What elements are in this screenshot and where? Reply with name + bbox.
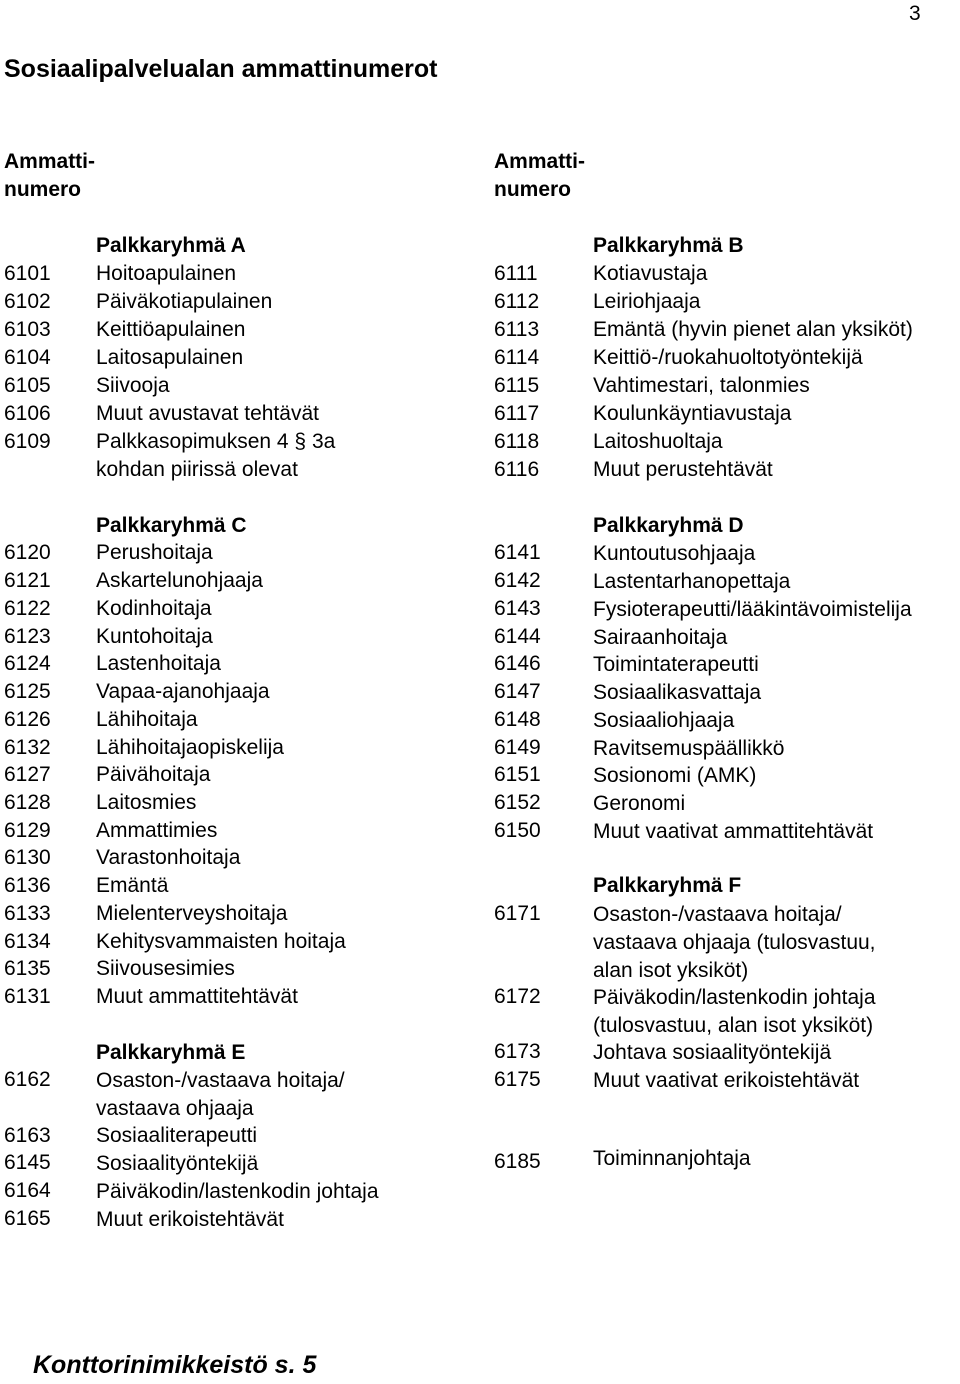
- row-code: 6185: [494, 1150, 541, 1173]
- row-code: 6164: [4, 1179, 51, 1202]
- row-label: Päiväkodin/lastenkodin johtaja: [96, 1180, 379, 1203]
- column-header-right: [494, 148, 585, 204]
- row-label: Lähihoitaja: [96, 708, 198, 731]
- row-label: Vahtimestari, talonmies: [593, 374, 810, 397]
- row-code: 6117: [494, 402, 540, 425]
- row-label: Varastonhoitaja: [96, 846, 241, 869]
- row-label: Siivousesimies: [96, 957, 235, 980]
- row-code: 6152: [494, 791, 541, 814]
- row-label: Lastentarhanopettaja: [593, 570, 791, 593]
- row-code: 6173: [494, 1040, 541, 1063]
- column-header-line2: numero: [494, 178, 572, 201]
- group-d-heading: Palkkaryhmä D: [593, 514, 744, 537]
- row-code: 6149: [494, 736, 541, 759]
- group-a-heading: Palkkaryhmä A: [96, 234, 246, 257]
- row-code: 6163: [4, 1124, 51, 1147]
- row-label: Sosionomi (AMK): [593, 764, 757, 787]
- row-label: Kodinhoitaja: [96, 597, 212, 620]
- row-label: vastaava ohjaaja: [96, 1097, 254, 1120]
- row-label: Päiväkodin/lastenkodin johtaja: [593, 986, 876, 1009]
- row-code: 6132: [4, 736, 51, 759]
- row-label: Ammattimies: [96, 819, 218, 842]
- row-code: 6113: [494, 318, 540, 341]
- row-label: Ravitsemuspäällikkö: [593, 737, 785, 760]
- row-label: Fysioterapeutti/lääkintävoimistelija: [593, 598, 912, 621]
- row-code: 6129: [4, 819, 51, 842]
- row-code: 6135: [4, 957, 51, 980]
- row-code: 6142: [494, 569, 541, 592]
- column-header-line1: Ammatti-: [494, 150, 586, 173]
- row-label: Laitosapulainen: [96, 346, 244, 369]
- row-label: Muut perustehtävät: [593, 458, 773, 481]
- group-f-heading: Palkkaryhmä F: [593, 874, 742, 897]
- row-label: Kotiavustaja: [593, 262, 708, 285]
- row-code: 6131: [4, 985, 51, 1008]
- row-code: 6143: [494, 597, 541, 620]
- row-code: 6120: [4, 541, 51, 564]
- row-code: 6104: [4, 346, 51, 369]
- row-code: 6102: [4, 290, 51, 313]
- row-label: Palkkasopimuksen 4 § 3a: [96, 430, 336, 453]
- row-label: Sosiaalityöntekijä: [96, 1152, 259, 1175]
- page-number: 3: [909, 2, 921, 25]
- row-code: 6118: [494, 430, 540, 453]
- row-code: 6101: [4, 262, 51, 285]
- row-code: 6151: [494, 763, 541, 786]
- row-code: 6130: [4, 846, 51, 869]
- row-label: Askartelunohjaaja: [96, 569, 263, 592]
- row-label: Koulunkäyntiavustaja: [593, 402, 792, 425]
- row-label: Muut avustavat tehtävät: [96, 402, 319, 425]
- row-code: 6144: [494, 625, 541, 648]
- row-label: Päiväkotiapulainen: [96, 290, 273, 313]
- row-code: 6125: [4, 680, 51, 703]
- row-code: 6136: [4, 874, 51, 897]
- row-code: 6145: [4, 1151, 51, 1174]
- group-c-heading: Palkkaryhmä C: [96, 514, 247, 537]
- row-label: vastaava ohjaaja (tulosvastuu,: [593, 931, 876, 954]
- row-code: 6148: [494, 708, 541, 731]
- group-b-heading: Palkkaryhmä B: [593, 234, 744, 257]
- row-code: 6141: [494, 541, 541, 564]
- row-label: Muut vaativat erikoistehtävät: [593, 1069, 860, 1092]
- row-label: Emäntä (hyvin pienet alan yksiköt): [593, 318, 913, 341]
- row-code: 6172: [494, 985, 541, 1008]
- row-code: 6128: [4, 791, 51, 814]
- row-code: 6121: [4, 569, 51, 592]
- row-label: Kehitysvammaisten hoitaja: [96, 930, 346, 953]
- column-header-line1: Ammatti-: [4, 150, 96, 173]
- row-label: Vapaa-ajanohjaaja: [96, 680, 270, 703]
- row-code: 6124: [4, 652, 51, 675]
- row-code: 6114: [494, 346, 540, 369]
- row-code: 6134: [4, 930, 51, 953]
- row-label: Osaston-/vastaava hoitaja/: [593, 903, 842, 926]
- row-label: Lähihoitajaopiskelija: [96, 736, 284, 759]
- row-label: Muut ammattitehtävät: [96, 985, 298, 1008]
- row-label: Lastenhoitaja: [96, 652, 221, 675]
- row-code: 6105: [4, 374, 51, 397]
- footer-note: Konttorinimikkeistö s. 5: [33, 1351, 317, 1379]
- row-label: Laitosmies: [96, 791, 197, 814]
- row-label: Perushoitaja: [96, 541, 213, 564]
- row-label: Laitoshuoltaja: [593, 430, 723, 453]
- row-label: Muut erikoistehtävät: [96, 1208, 284, 1231]
- row-code: 6147: [494, 680, 541, 703]
- row-code: 6171: [494, 902, 541, 925]
- row-code: 6127: [4, 763, 51, 786]
- row-label: Keittiöapulainen: [96, 318, 246, 341]
- row-label: Sosiaaliterapeutti: [96, 1124, 258, 1147]
- row-label: Kuntoutusohjaaja: [593, 542, 756, 565]
- row-code: 6122: [4, 597, 51, 620]
- row-code: 6146: [494, 652, 541, 675]
- row-label: Sosiaalikasvattaja: [593, 681, 762, 704]
- row-code: 6112: [494, 290, 540, 313]
- row-label: Sosiaaliohjaaja: [593, 709, 735, 732]
- row-label: Kuntohoitaja: [96, 625, 213, 648]
- row-label: Osaston-/vastaava hoitaja/: [96, 1069, 345, 1092]
- row-label: Leiriohjaaja: [593, 290, 701, 313]
- row-label: alan isot yksiköt): [593, 959, 749, 982]
- row-label: Toimintaterapeutti: [593, 653, 759, 676]
- row-code: 6126: [4, 708, 51, 731]
- row-label: Johtava sosiaalityöntekijä: [593, 1041, 832, 1064]
- row-label: Siivooja: [96, 374, 170, 397]
- row-label: Geronomi: [593, 792, 686, 815]
- row-label: Muut vaativat ammattitehtävät: [593, 820, 874, 843]
- row-label: Mielenterveyshoitaja: [96, 902, 288, 925]
- row-code: 6175: [494, 1068, 541, 1091]
- row-code: 6165: [4, 1207, 51, 1230]
- row-code: 6103: [4, 318, 51, 341]
- row-label: Sairaanhoitaja: [593, 626, 728, 649]
- group-e-heading: Palkkaryhmä E: [96, 1041, 246, 1064]
- row-label: Hoitoapulainen: [96, 262, 237, 285]
- row-code: 6162: [4, 1068, 51, 1091]
- row-label: Keittiö-/ruokahuoltotyöntekijä: [593, 346, 863, 369]
- row-label: Päivähoitaja: [96, 763, 211, 786]
- row-code: 6116: [494, 458, 540, 481]
- column-header-left: [4, 148, 95, 204]
- row-code: 6111: [494, 262, 538, 285]
- row-code: 6109: [4, 430, 51, 453]
- row-code: 6106: [4, 402, 51, 425]
- row-code: 6150: [494, 819, 541, 842]
- row-code: 6115: [494, 374, 540, 397]
- page-title: Sosiaalipalvelualan ammattinumerot: [4, 55, 438, 83]
- row-label: Emäntä: [96, 874, 169, 897]
- row-code: 6133: [4, 902, 51, 925]
- row-label: (tulosvastuu, alan isot yksiköt): [593, 1014, 874, 1037]
- row-code: 6123: [4, 625, 51, 648]
- row-label: Toiminnanjohtaja: [593, 1147, 751, 1170]
- row-label-continuation: kohdan piirissä olevat: [96, 458, 298, 481]
- column-header-line2: numero: [4, 178, 82, 201]
